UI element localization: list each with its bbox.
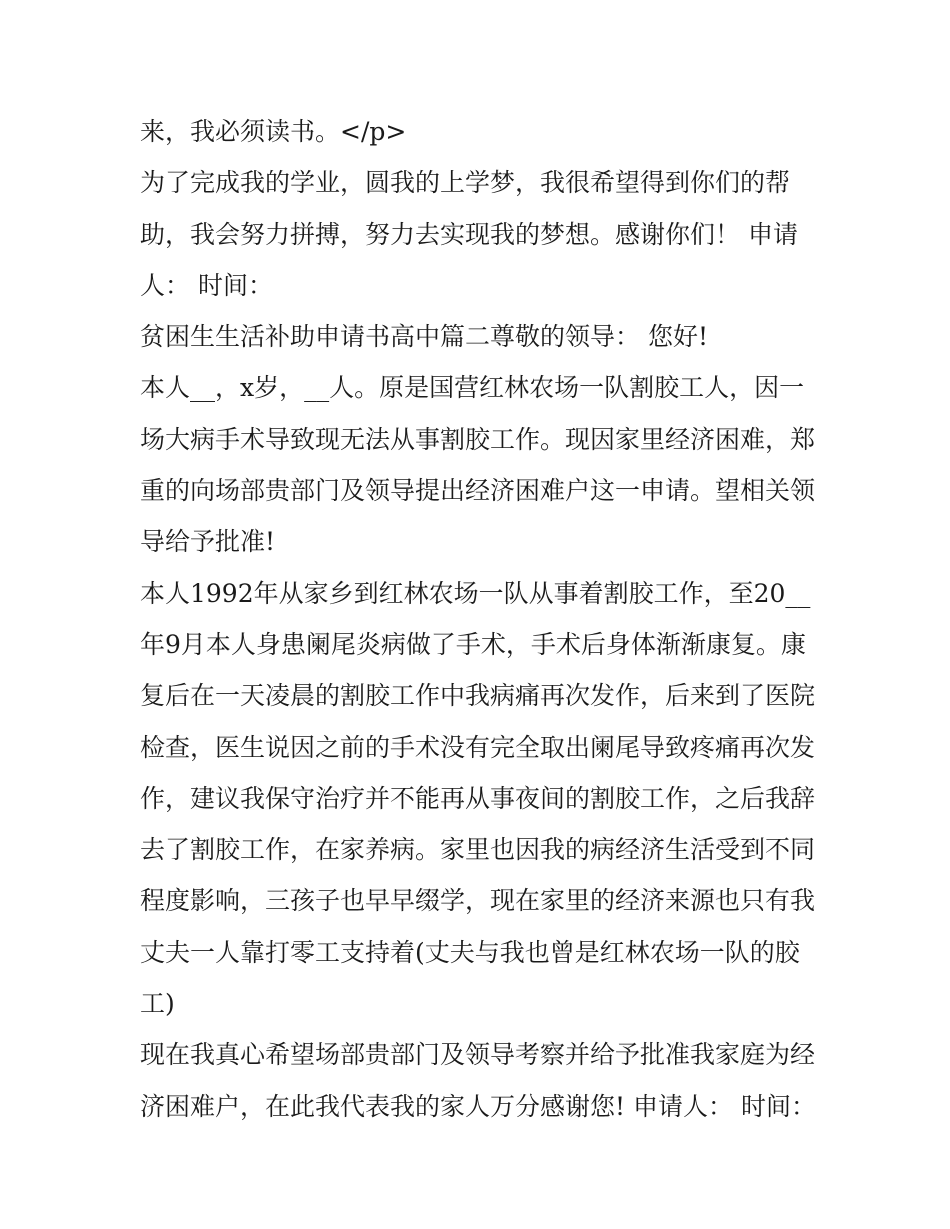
document-body [140,106,816,1132]
paragraph-5: 本人1992年从家乡到红林农场一队从事着割胶工作，至20__年9月本人身患阑尾炎病做了手术，手术后身体渐渐康复。康复后在一天凌晨的割胶工作中我病痛再次发作，后来到了医院检查，医生说因之前的手术没有完全取出阑尾导致疼痛再次发作，建议我保守治疗并不能再从事夜间的割胶工作，之后我辞去了割胶工作，在家养病。家里也因我的病经济生活受到不同程度影响，三孩子也早早缀学，现在家里的经济来源也只有我丈夫一人靠打零工支持着(丈夫与我也曾是红林农场一队的胶工) [140,578,816,1019]
paragraph-6: 现在我真心希望场部贵部门及领导考察并给予批准我家庭为经济困难户，在此我代表我的家人万分感谢您! 申请人： 时间： [140,1040,816,1121]
paragraph-4: 本人__，x岁，__人。原是国营红林农场一队割胶工人，因一场大病手术导致现无法从事割胶工作。现因家里经济困难，郑重的向场部贵部门及领导提出经济困难户这一申请。望相关领导给予批准! [140,373,816,557]
paragraph-1: 来，我必须读书。</p> [140,117,407,146]
paragraph-2: 为了完成我的学业，圆我的上学梦，我很希望得到你们的帮助，我会努力拼搏，努力去实现我的梦想。感谢你们！ 申请人： 时间： [140,168,798,300]
paragraph-3: 贫困生生活补助申请书高中篇二尊敬的领导： 您好! [140,322,708,352]
